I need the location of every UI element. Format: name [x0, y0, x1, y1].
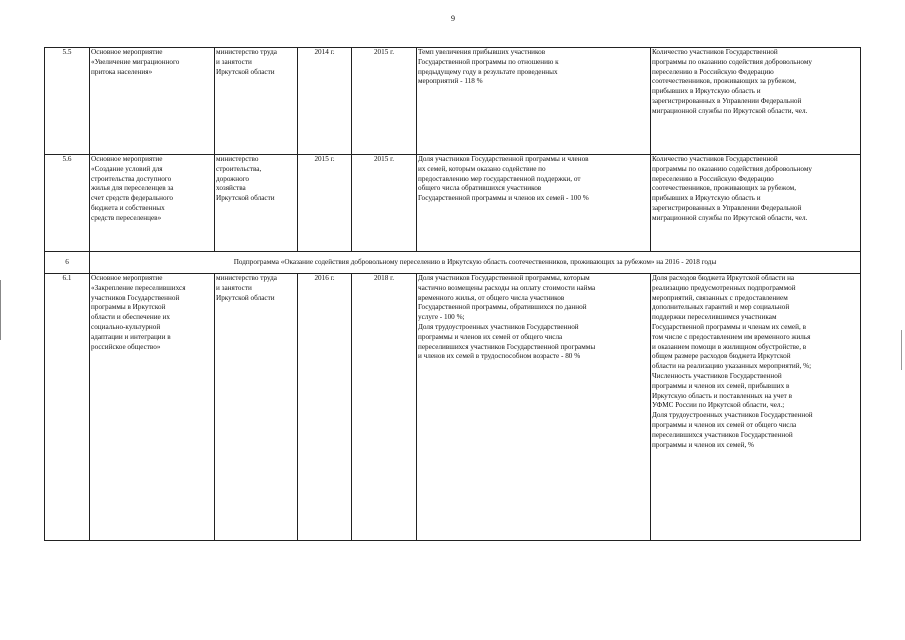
measure-name: Основное мероприятие «Закрепление переселившихся участников Государственной программы в Иркутской области и обеспечение их социально-культурной адаптации и интеграции в российское общество» — [90, 274, 215, 541]
program-measures-table — [44, 47, 861, 541]
table-row — [45, 155, 861, 252]
table-row — [45, 274, 861, 541]
page-number: 9 — [451, 14, 455, 23]
start-year: 2015 г. — [298, 155, 352, 252]
row-number: 5.5 — [45, 48, 90, 155]
start-year: 2016 г. — [298, 274, 352, 541]
expected-result: Темп увеличения прибывших участников Государственной программы по отношению к предыдущему году в результате проведенных мероприятий - 118 % — [417, 48, 651, 155]
start-year: 2014 г. — [298, 48, 352, 155]
table-row — [45, 48, 861, 155]
executor: министерство труда и занятости Иркутской области — [215, 48, 298, 155]
row-number: 6.1 — [45, 274, 90, 541]
scan-edge-mark — [901, 330, 902, 370]
expected-result: Доля участников Государственной программы и членов их семей, которым оказано содействие по предоставлению мер государственной поддержки, от общего числа обратившихся участников Государственной программы и членов их семей - 100 % — [417, 155, 651, 252]
expected-result: Доля участников Государственной программы, которым частично возмещены расходы на оплату стоимости найма временного жилья, от общего числа участников Государственной программы, обратившихся по данной услуге - 100 %; Доля трудоустроенных участников Государственной программы и членов их семей от общего числа переселившихся участников Государственной программы и членов их семей в трудоспособном возрасте - 80 % — [417, 274, 651, 541]
target-indicator: Доля расходов бюджета Иркутской области на реализацию предусмотренных подпрограммой мероприятий, связанных с предоставлением дополнительных гарантий и мер социальной поддержки переселившимся участникам Государственной программы и членам их семей, в том числе с предоставлением им временного жилья и оказанием помощи в жилищном обустройстве, в общем размере расходов бюджета Иркутской области на реализацию указанных мероприятий, %; Численность участников Государственной программы и членов их семей, прибывших в Иркутскую область и поставленных на учет в УФМС России по Иркутской области, чел.; Доля трудоустроенных участников Государственной программы и членов их семей от общего числа переселившихся участников Государственной программы и членов их семей, % — [651, 274, 861, 541]
subprogram-title: Подпрограмма «Оказание содействия добровольному переселению в Иркутскую область соотечественников, проживающих за рубежом» на 2016 - 2018 годы — [90, 252, 861, 274]
scan-edge-mark — [0, 280, 1, 340]
end-year: 2015 г. — [352, 155, 417, 252]
measure-name: Основное мероприятие «Создание условий для строительства доступного жилья для переселенцев за счет средств федерального бюджета и собственных средств переселенцев» — [90, 155, 215, 252]
executor: министерство труда и занятости Иркутской области — [215, 274, 298, 541]
row-number: 6 — [45, 252, 90, 274]
executor: министерство строительства, дорожного хозяйства Иркутской области — [215, 155, 298, 252]
target-indicator: Количество участников Государственной программы по оказанию содействия добровольному переселению в Российскую Федерацию соотечественников, проживающих за рубежом, прибывших в Иркутскую область и зарегистрированных в Управлении Федеральной миграционной службы по Иркутской области, чел. — [651, 155, 861, 252]
end-year: 2015 г. — [352, 48, 417, 155]
end-year: 2018 г. — [352, 274, 417, 541]
row-number: 5.6 — [45, 155, 90, 252]
target-indicator: Количество участников Государственной программы по оказанию содействия добровольному переселению в Российскую Федерацию соотечественников, проживающих за рубежом, прибывших в Иркутскую область и зарегистрированных в Управлении Федеральной миграционной службы по Иркутской области, чел. — [651, 48, 861, 155]
subprogram-row — [45, 252, 861, 274]
measure-name: Основное мероприятие «Увеличение миграционного притока населения» — [90, 48, 215, 155]
